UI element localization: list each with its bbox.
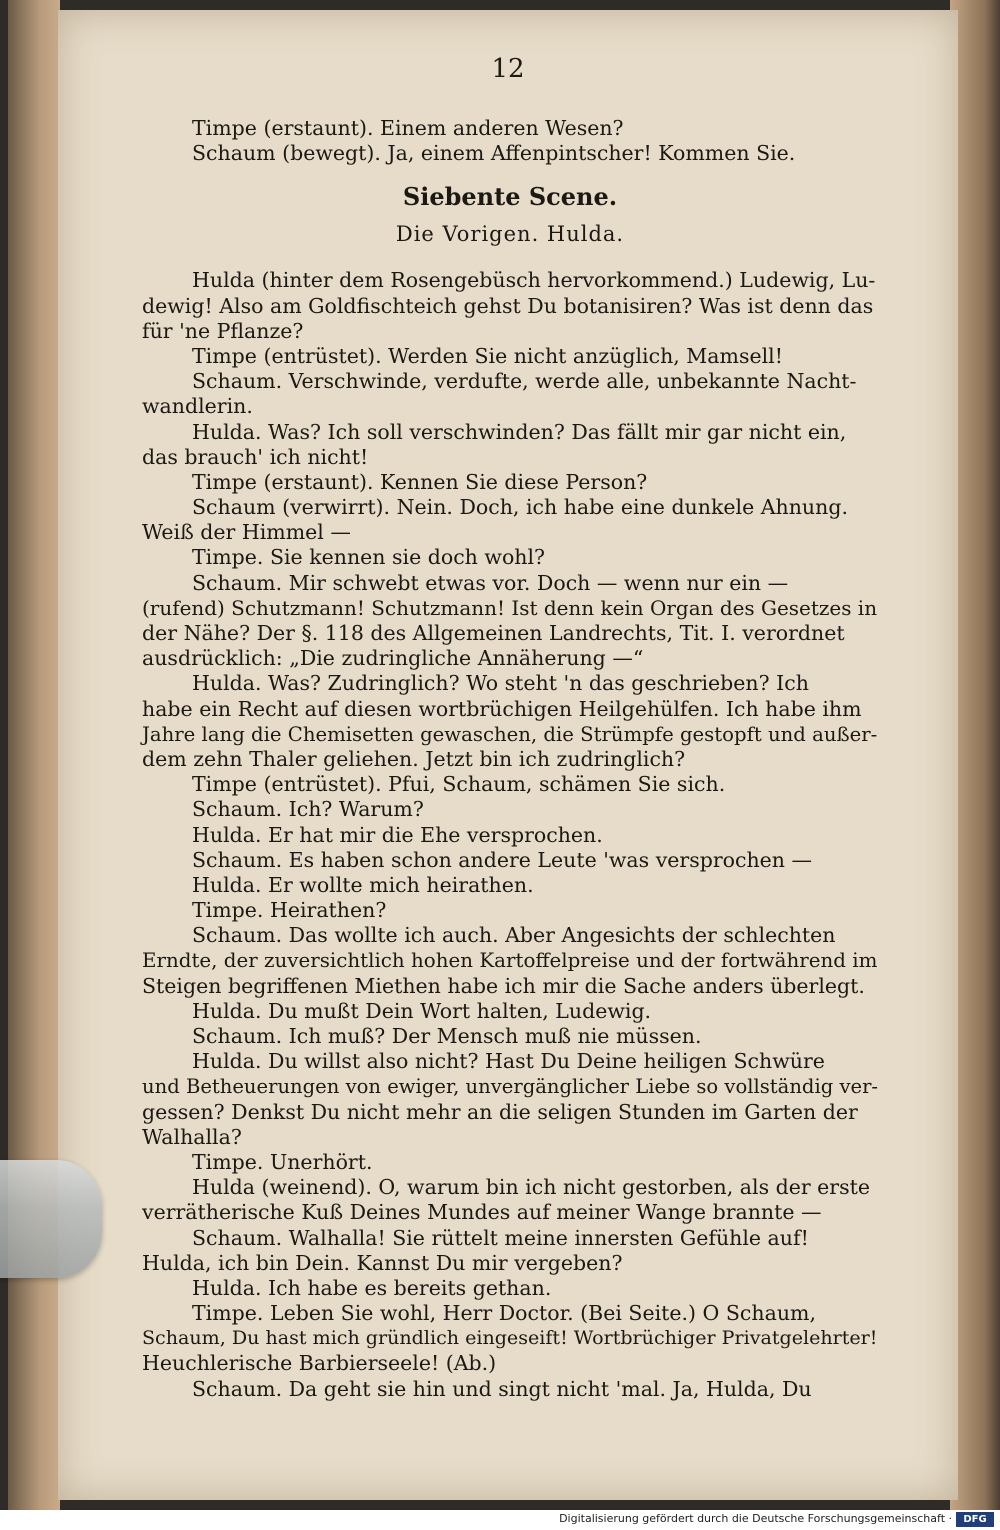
- text-line: Schaum, Du hast mich gründlich eingeseift! Wortbrüchiger Privatgelehrter!: [142, 1327, 878, 1350]
- scene-heading: Siebente Scene.: [402, 182, 618, 212]
- book-page: [58, 10, 958, 1500]
- dfg-logo: DFG: [956, 1512, 994, 1527]
- text-line: Heuchlerische Barbierseele! (Ab.): [142, 1351, 497, 1376]
- text-line: ausdrücklich: „Die zudringliche Annäherung —“: [142, 646, 644, 671]
- text-line: Hulda. Du mußt Dein Wort halten, Ludewig.: [192, 998, 652, 1023]
- text-line: Schaum (bewegt). Ja, einem Affenpintscher! Kommen Sie.: [192, 141, 796, 166]
- text-line: Schaum. Verschwinde, verdufte, werde alle, unbekannte Nacht-: [192, 369, 857, 394]
- text-line: verrätherische Kuß Deines Mundes auf meiner Wange brannte —: [142, 1200, 822, 1225]
- footer-bar: [0, 1510, 1000, 1530]
- text-line: Weiß der Himmel —: [142, 520, 351, 545]
- text-line: Timpe. Leben Sie wohl, Herr Doctor. (Bei Seite.) O Schaum,: [192, 1301, 816, 1326]
- text-line: Walhalla?: [142, 1124, 242, 1149]
- text-line: Timpe (erstaunt). Einem anderen Wesen?: [192, 116, 624, 140]
- text-line: Timpe. Unerhört.: [192, 1149, 373, 1174]
- text-line: für 'ne Pflanze?: [142, 318, 304, 343]
- text-line: Hulda (weinend). O, warum bin ich nicht gestorben, als der erste: [192, 1175, 870, 1200]
- text-line: Hulda. Er wollte mich heirathen.: [192, 872, 534, 897]
- text-line: das brauch' ich nicht!: [142, 444, 369, 469]
- text-line: (rufend) Schutzmann! Schutzmann! Ist denn kein Organ des Gesetzes in: [142, 595, 878, 620]
- text-line: und Betheuerungen von ewiger, unvergänglicher Liebe so vollständig ver-: [142, 1075, 879, 1099]
- dialogue-body: [142, 268, 878, 1401]
- book-cover-left-edge: [8, 0, 60, 1510]
- text-line: Erndte, der zuversichtlich hohen Kartoffelpreise und der fortwährend im: [142, 949, 878, 973]
- text-line: Hulda. Ich habe es bereits gethan.: [192, 1275, 552, 1300]
- text-line: Hulda. Was? Zudringlich? Wo steht 'n das geschrieben? Ich: [192, 671, 809, 696]
- text-line: Timpe. Sie kennen sie doch wohl?: [192, 545, 546, 570]
- text-line: Timpe (entrüstet). Werden Sie nicht anzüglich, Mamsell!: [192, 343, 783, 368]
- scene-cast: Die Vorigen. Hulda.: [395, 222, 625, 247]
- text-line: Schaum. Da geht sie hin und singt nicht 'mal. Ja, Hulda, Du: [192, 1376, 812, 1401]
- text-line: Schaum. Ich muß? Der Mensch muß nie müssen.: [192, 1024, 702, 1048]
- text-line: Steigen begriffenen Miethen habe ich mir die Sache anders überlegt.: [142, 973, 865, 998]
- text-line: Hulda. Er hat mir die Ehe versprochen.: [192, 822, 603, 847]
- text-line: Schaum. Es haben schon andere Leute 'was versprochen —: [192, 847, 813, 872]
- page-number: 12: [491, 54, 525, 84]
- text-line: Hulda (hinter dem Rosengebüsch hervorkommend.) Ludewig, Lu-: [192, 268, 876, 293]
- text-line: Schaum. Mir schwebt etwas vor. Doch — wenn nur ein —: [192, 570, 789, 595]
- text-line: Timpe (erstaunt). Kennen Sie diese Person?: [192, 469, 648, 494]
- text-line: Hulda, ich bin Dein. Kannst Du mir vergeben?: [142, 1250, 623, 1275]
- page-text: [142, 116, 878, 1402]
- funding-credit: Digitalisierung gefördert durch die Deutsche Forschungsgemeinschaft ·: [559, 1512, 952, 1525]
- text-line: habe ein Recht auf diesen wortbrüchigen Heilgehülfen. Ich habe ihm: [142, 696, 862, 721]
- bookmark-ribbon: [0, 1160, 102, 1278]
- text-line: Schaum. Ich? Warum?: [192, 797, 424, 822]
- text-line: gessen? Denkst Du nicht mehr an die seligen Stunden im Garten der: [142, 1099, 858, 1124]
- text-line: Schaum (verwirrt). Nein. Doch, ich habe eine dunkele Ahnung.: [192, 495, 848, 520]
- text-line: wandlerin.: [142, 394, 253, 419]
- text-line: Jahre lang die Chemisetten gewaschen, die Strümpfe gestopft und außer-: [142, 722, 878, 746]
- text-line: dewig! Also am Goldfischteich gehst Du botanisiren? Was ist denn das: [142, 293, 874, 318]
- text-line: Timpe. Heirathen?: [192, 898, 387, 923]
- text-line: Hulda. Was? Ich soll verschwinden? Das fällt mir gar nicht ein,: [192, 419, 847, 444]
- text-line: Schaum. Walhalla! Sie rüttelt meine innersten Gefühle auf!: [192, 1225, 809, 1250]
- text-line: dem zehn Thaler geliehen. Jetzt bin ich zudringlich?: [142, 746, 686, 771]
- text-line: der Nähe? Der §. 118 des Allgemeinen Landrechts, Tit. I. verordnet: [142, 621, 845, 645]
- text-line: Timpe (entrüstet). Pfui, Schaum, schämen Sie sich.: [192, 772, 726, 797]
- text-line: Hulda. Du willst also nicht? Hast Du Deine heiligen Schwüre: [192, 1049, 825, 1074]
- text-line: Schaum. Das wollte ich auch. Aber Angesichts der schlechten: [192, 923, 836, 948]
